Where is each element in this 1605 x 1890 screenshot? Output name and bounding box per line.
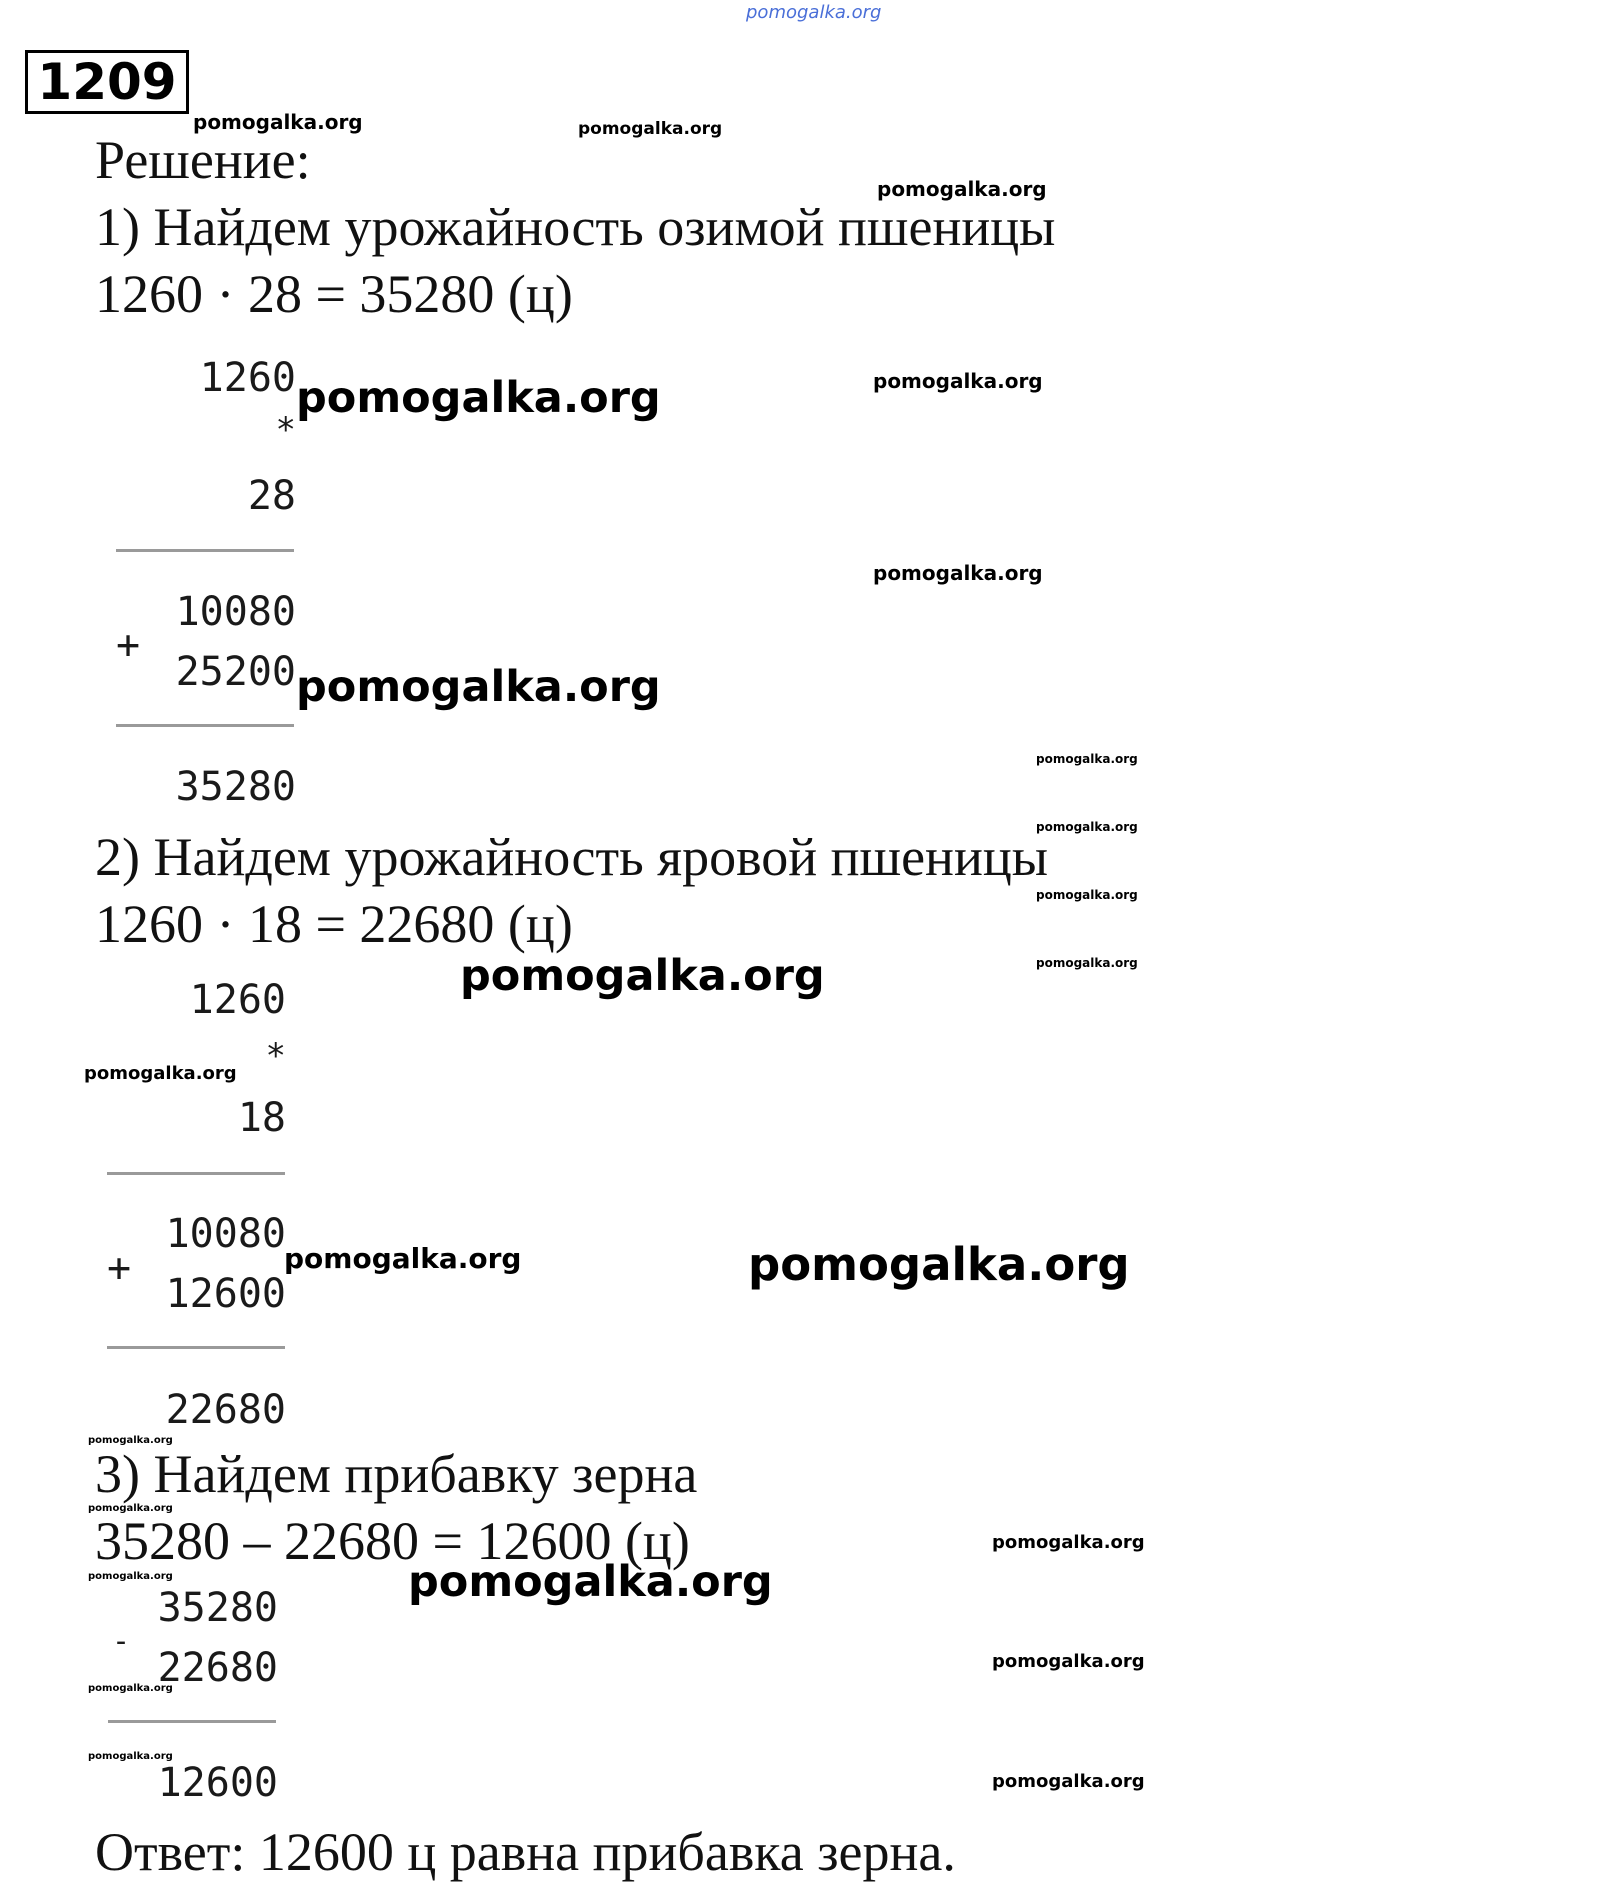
step1-multiply-sign: * (275, 410, 296, 450)
step1-partial-1: 10080 (175, 589, 296, 635)
step2-multiplicand: 1260 (189, 977, 286, 1023)
step2-title: 2) Найдем урожайность яровой пшеницы (95, 827, 1049, 887)
watermark: pomogalka.org (992, 1651, 1145, 1672)
watermark: pomogalka.org (88, 1683, 173, 1694)
watermark: pomogalka.org (193, 110, 363, 134)
watermark: pomogalka.org (284, 1242, 522, 1275)
watermark: pomogalka.org (1036, 820, 1138, 834)
step1-multiplier: 28 (247, 473, 296, 519)
watermark: pomogalka.org (296, 373, 661, 423)
step2-rule-2 (107, 1346, 285, 1349)
step3-minus-sign: - (112, 1624, 131, 1659)
watermark: pomogalka.org (460, 951, 825, 1001)
watermark: pomogalka.org (88, 1751, 173, 1762)
watermark: pomogalka.org (1036, 956, 1138, 970)
top-watermark: pomogalka.org (746, 2, 882, 23)
step3-result: 12600 (157, 1760, 278, 1806)
step1-title: 1) Найдем урожайность озимой пшеницы (95, 197, 1056, 257)
step1-rule-2 (116, 724, 294, 727)
watermark: pomogalka.org (88, 1435, 173, 1446)
watermark: pomogalka.org (88, 1503, 173, 1514)
step1-partial-2: 25200 (175, 649, 296, 695)
step3-minuend: 35280 (157, 1585, 278, 1631)
watermark: pomogalka.org (877, 177, 1047, 201)
step2-multiply-sign: * (265, 1036, 286, 1076)
step3-title: 3) Найдем прибавку зерна (95, 1444, 698, 1504)
step2-partial-2: 12600 (165, 1271, 286, 1317)
step1-plus-sign: + (116, 622, 141, 668)
step1-rule-1 (116, 549, 294, 552)
step2-partial-1: 10080 (165, 1211, 286, 1257)
step2-plus-sign: + (107, 1245, 132, 1291)
step1-result: 35280 (175, 764, 296, 810)
watermark: pomogalka.org (992, 1532, 1145, 1553)
watermark: pomogalka.org (408, 1557, 773, 1607)
watermark: pomogalka.org (873, 561, 1043, 585)
solution-title: Решение: (95, 130, 311, 190)
watermark: pomogalka.org (84, 1063, 237, 1084)
answer-line: Ответ: 12600 ц равна прибавка зерна. (95, 1822, 956, 1882)
watermark: pomogalka.org (1036, 752, 1138, 766)
step3-rule (108, 1720, 276, 1723)
watermark: pomogalka.org (578, 119, 723, 139)
watermark: pomogalka.org (873, 369, 1043, 393)
step2-multiplier: 18 (237, 1095, 286, 1141)
step2-result: 22680 (165, 1387, 286, 1433)
step2-rule-1 (107, 1172, 285, 1175)
step2-expression: 1260 · 18 = 22680 (ц) (95, 894, 573, 954)
step3-expression: 35280 – 22680 = 12600 (ц) (95, 1511, 690, 1571)
step1-multiplicand: 1260 (199, 355, 296, 401)
task-number-box: 1209 (25, 50, 189, 114)
watermark: pomogalka.org (992, 1771, 1145, 1792)
watermark: pomogalka.org (748, 1238, 1130, 1291)
step3-subtrahend: 22680 (157, 1645, 278, 1691)
watermark: pomogalka.org (88, 1571, 173, 1582)
watermark: pomogalka.org (296, 662, 661, 712)
watermark: pomogalka.org (1036, 888, 1138, 902)
step1-expression: 1260 · 28 = 35280 (ц) (95, 264, 573, 324)
